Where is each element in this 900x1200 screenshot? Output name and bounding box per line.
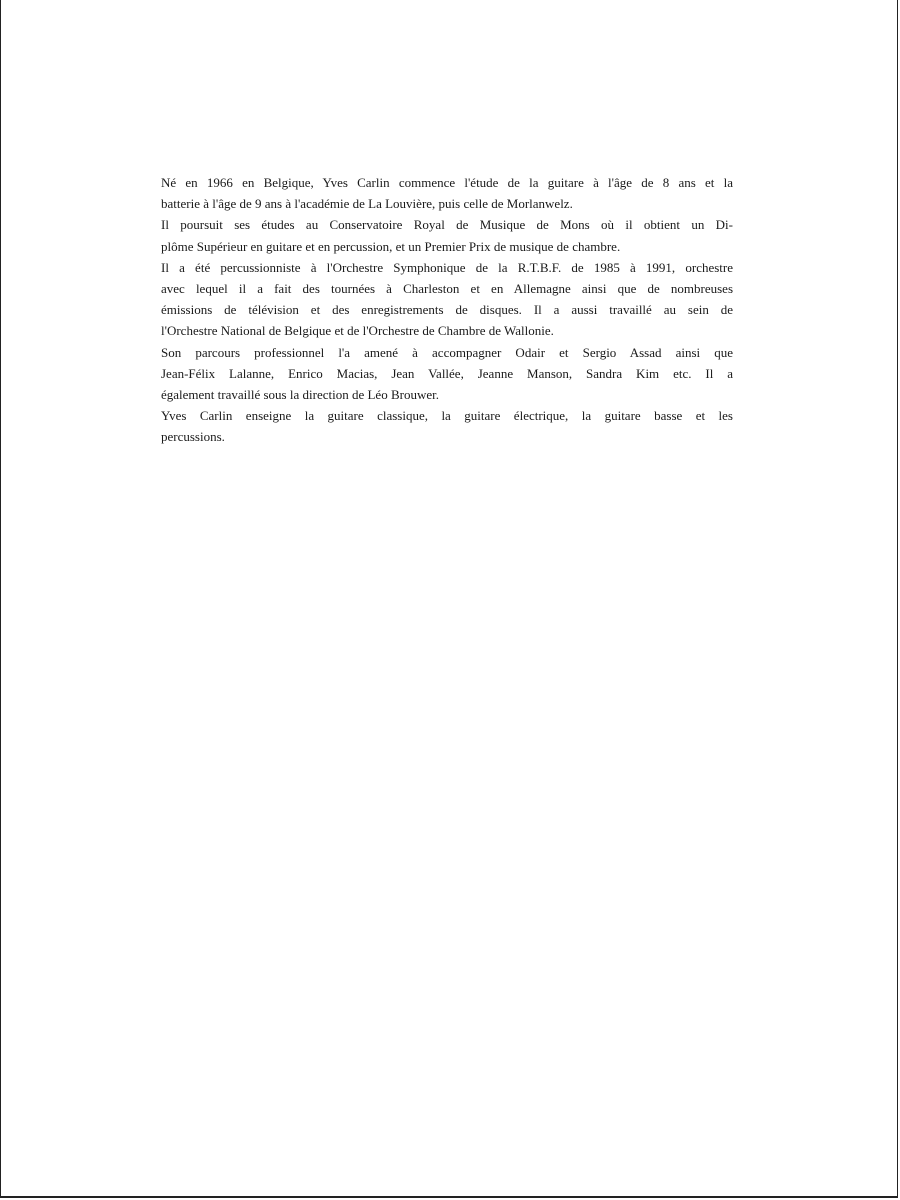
paragraph-early-studies: [161, 172, 733, 214]
text-line: l'Orchestre National de Belgique et de l'Orchestre de Chambre de Wallonie.: [161, 323, 554, 339]
text-line: plôme Supérieur en guitare et en percussion, et un Premier Prix de musique de chambre.: [161, 238, 621, 254]
text-line: batterie à l'âge de 9 ans à l'académie de La Louvière, puis celle de Morlanwelz.: [161, 196, 573, 212]
text-line: également travaillé sous la direction de Léo Brouwer.: [161, 387, 439, 403]
paragraph-professional-path: [161, 342, 733, 406]
text-line: percussions.: [161, 429, 225, 445]
paragraph-teaching: [161, 405, 733, 447]
text-line: Il a été percussionniste à l'Orchestre Symphonique de la R.T.B.F. de 1985 à 1991, orchestre: [161, 259, 733, 275]
biography-text: [161, 172, 733, 448]
text-line: Né en 1966 en Belgique, Yves Carlin commence l'étude de la guitare à l'âge de 8 ans et la: [161, 175, 733, 190]
text-line: avec lequel il a fait des tournées à Charleston et en Allemagne ainsi que de nombreuses: [161, 281, 733, 297]
text-line: émissions de télévision et des enregistrements de disques. Il a aussi travaillé au sein de: [161, 302, 733, 318]
text-line: Jean-Félix Lalanne, Enrico Macias, Jean Vallée, Jeanne Manson, Sandra Kim etc. Il a: [161, 365, 733, 381]
paragraph-orchestra-career: [161, 257, 733, 342]
text-line: Il poursuit ses études au Conservatoire Royal de Musique de Mons où il obtient un Di-: [161, 217, 733, 233]
text-line: Son parcours professionnel l'a amené à accompagner Odair et Sergio Assad ainsi que: [161, 344, 733, 360]
text-line: Yves Carlin enseigne la guitare classique, la guitare électrique, la guitare basse et les: [161, 408, 733, 424]
paragraph-conservatoire: [161, 214, 733, 256]
